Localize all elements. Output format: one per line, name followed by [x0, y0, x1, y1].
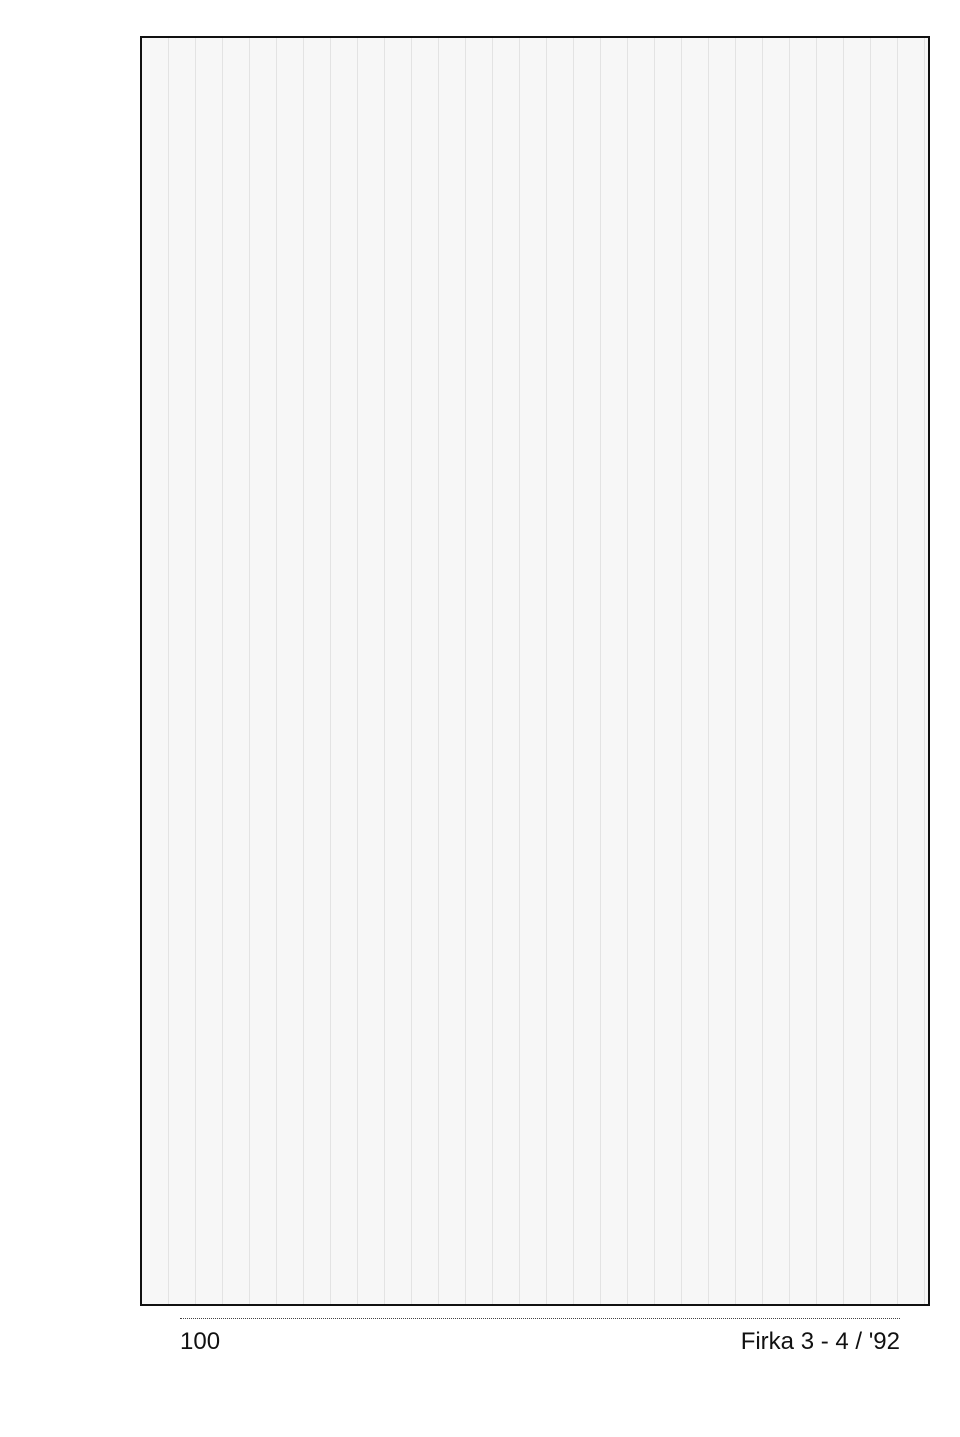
- page-footer: [180, 1328, 900, 1356]
- footer-divider: [180, 1318, 900, 1319]
- schedule-table-area: [142, 38, 928, 1304]
- page-number: 100: [180, 1328, 221, 1355]
- journal-issue: Firka 3 - 4 / '92: [740, 1328, 900, 1355]
- schedule-table: [140, 36, 930, 1306]
